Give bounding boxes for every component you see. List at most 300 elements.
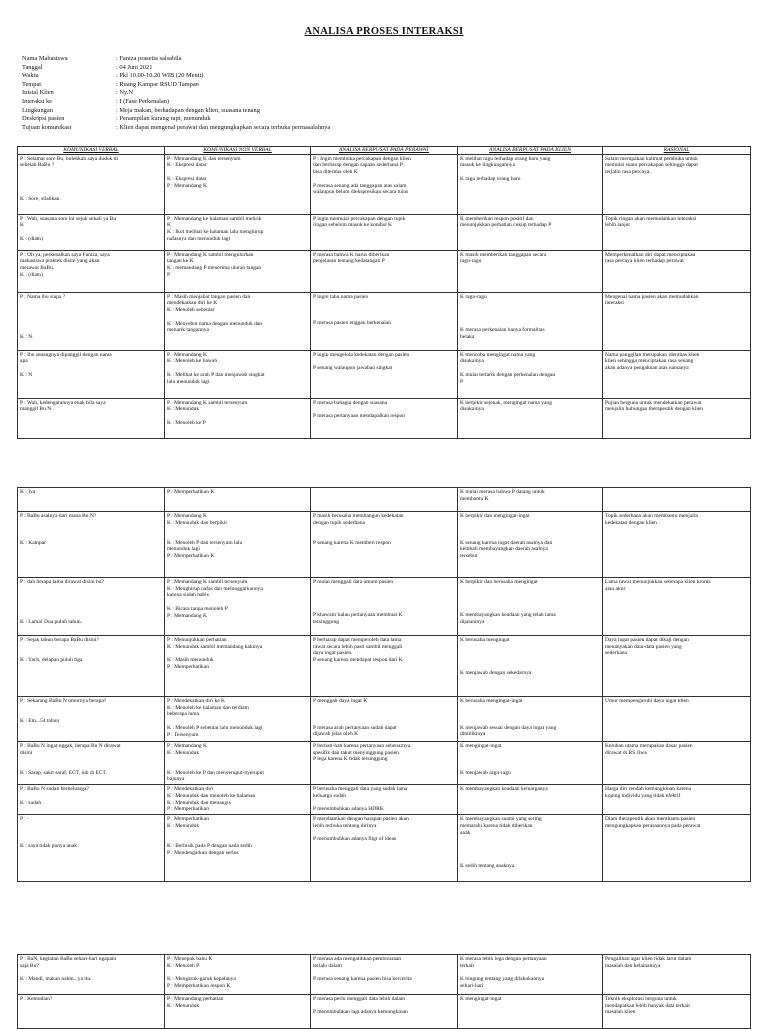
cell-text-line: walaupun belum diekspresikan secara tulus xyxy=(313,189,409,196)
cell-text-line: P ingin mengelola kedekatan dengan pasien xyxy=(313,351,410,358)
cell-text-line: Umur mempengaruhi daya ingat klien xyxy=(605,698,689,704)
cell-text-line xyxy=(313,406,455,413)
cell-client-analysis xyxy=(458,742,603,785)
meta-value: : Pkl 10.00-10.20 WIB (20 Menit) xyxy=(116,72,204,80)
cell-text-line: memulai suatu percakapan sehingga dapat xyxy=(605,162,698,169)
cell-text-line: anak xyxy=(460,829,471,836)
cell-client-analysis xyxy=(458,214,603,250)
cell-text-line: P xyxy=(167,271,171,278)
cell-text-line xyxy=(460,750,600,757)
cell-text-line xyxy=(20,644,162,651)
cell-text-line: P merasa arah pertanyaan sudah dapat xyxy=(313,724,397,731)
cell-text-line: P : Ibu senangnya dipanggil dengan nama xyxy=(20,351,112,358)
cell-text-line: terkait xyxy=(460,962,475,969)
cell-text-line xyxy=(20,520,162,527)
cell-nurse-analysis xyxy=(311,815,458,882)
cell-text-line xyxy=(313,599,455,606)
cell-text-line: K ragu-ragu xyxy=(460,293,487,300)
cell-text-line: dan berharap dengan sapaan sederhana P xyxy=(313,162,403,169)
cell-nonverbal xyxy=(165,512,311,578)
cell-text-line: K : Masih menunduk xyxy=(167,657,214,664)
cell-rationale xyxy=(603,488,751,512)
table-row xyxy=(18,488,751,512)
cell-text-line xyxy=(313,176,455,183)
cell-client-analysis xyxy=(458,636,603,697)
cell-text-line: Keluhan utama merupakan dasar pasien xyxy=(605,743,693,749)
cell-text-line: Topik sederhana akan membantu menjalin xyxy=(605,513,699,519)
cell-text-line: lalu menunduk lagi xyxy=(167,378,210,385)
cell-text-line xyxy=(460,856,600,863)
cell-text-line: P menumbuhkan adanya fligt of ideas xyxy=(313,836,397,843)
cell-client-analysis xyxy=(458,154,603,214)
cell-text-line: disukainya xyxy=(460,358,484,365)
cell-client-analysis xyxy=(458,512,603,578)
meta-value: : Penampilan kurang rapi, menunduk xyxy=(116,115,211,123)
cell-text-line: dijalaninya xyxy=(460,619,485,626)
cell-text-line: P merasa senang karena pasien bisa bercerita xyxy=(313,976,412,983)
cell-client-analysis xyxy=(458,292,603,350)
cell-nonverbal xyxy=(165,214,311,250)
cell-text-line: K : Kampar xyxy=(20,539,46,546)
cell-text-line: mendekatkan diri ke K xyxy=(167,300,218,307)
cell-text-line xyxy=(20,320,162,327)
cell-text-line xyxy=(313,489,455,496)
cell-text-line xyxy=(167,365,308,372)
cell-nurse-analysis xyxy=(311,742,458,785)
cell-text-line: P : Wah, kedengarannya enak bila saya xyxy=(20,399,106,406)
cell-text-line: mahasiswa praktek disini yang akan xyxy=(20,258,100,265)
cell-text-line xyxy=(460,718,600,725)
table-row xyxy=(18,785,751,815)
cell-text-line: P : Mendekatkan diri xyxy=(167,786,214,793)
cell-text-line: K mulai merasa bahwa P datang untuk xyxy=(460,489,545,495)
cell-text-line: K : saya tidak punya anak xyxy=(20,842,77,849)
cell-text-line xyxy=(313,358,455,365)
cell-text-line: karena sudah habis xyxy=(167,592,209,599)
cell-nonverbal xyxy=(165,955,311,995)
cell-rationale xyxy=(603,250,751,292)
cell-text-line: P : Mendengarkan dengan serius xyxy=(167,849,239,856)
cell-text-line xyxy=(20,526,162,533)
cell-verbal xyxy=(18,785,165,815)
cell-text-line xyxy=(167,413,308,420)
cell-text-line xyxy=(20,650,162,657)
cell-text-line: P : BaBu N sudah berkeluarga? xyxy=(20,786,89,793)
cell-text-line: K : Mengaruk-garuk kepalanya xyxy=(167,976,236,983)
cell-verbal xyxy=(18,350,165,398)
cell-text-line: P : dah berapa lama dirawat disini bu? xyxy=(20,579,104,585)
cell-text-line xyxy=(460,969,600,976)
cell-text-line: P : Memandang ke halaman sambil melirik xyxy=(167,215,262,222)
cell-nurse-analysis xyxy=(311,995,458,1029)
cell-text-line xyxy=(20,612,162,619)
cell-rationale xyxy=(603,578,751,636)
cell-rationale xyxy=(603,398,751,438)
cell-text-line xyxy=(313,592,455,599)
cell-text-line xyxy=(167,763,308,770)
meta-value: : Ny.N xyxy=(116,89,133,97)
cell-text-line: Daya ingat pasien dapat dikaji dengan xyxy=(605,637,689,643)
cell-text-line: K memberikan respon positif dan xyxy=(460,215,534,222)
cell-nonverbal xyxy=(165,785,311,815)
cell-text-line: K mengingat-ingat xyxy=(460,996,502,1002)
cell-text-line xyxy=(20,176,162,183)
cell-text-line xyxy=(20,606,162,613)
cell-text-line xyxy=(460,592,600,599)
meta-value: : Klien dapat mengenal perawat dan mengungkapkan secara terbuka permasalahnya xyxy=(116,123,331,131)
cell-text-line xyxy=(460,314,600,321)
cell-text-line: K : memandang P menerima uluran tangan xyxy=(167,265,262,272)
cell-text-line: P : Sekarang BaBu N umurnya berapa? xyxy=(20,698,107,704)
cell-text-line: K senang karena ingat daerah asalnya dan xyxy=(460,539,553,546)
meta-label: Interaksi ke xyxy=(22,97,52,105)
cell-text-line xyxy=(460,657,600,664)
cell-text-line xyxy=(313,533,455,540)
cell-verbal xyxy=(18,250,165,292)
cell-text-line: K mulai tertarik dengan perkenalan dengan xyxy=(460,371,556,378)
cell-text-line: K : Menoleh P xyxy=(167,962,200,969)
cell-text-line xyxy=(167,169,308,176)
cell-text-line: daya ingat pasien. xyxy=(313,650,353,657)
cell-text-line: P berhati-hati karena pertanyaan sebenarnya xyxy=(313,743,411,749)
cell-nurse-analysis xyxy=(311,398,458,438)
cell-rationale xyxy=(603,995,751,1029)
cell-text-line: K : Lama! Dua puluh tahun. xyxy=(20,619,83,626)
cell-text-line: P mendiamkan dengan harapan pasien akan xyxy=(313,816,409,823)
cell-text-line: rawat secara lebih pasti sambil menggali xyxy=(313,643,403,650)
cell-text-line: K : Menunduk xyxy=(167,1002,200,1009)
cell-text-line xyxy=(20,300,162,307)
cell-text-line: K : Menghirup nafas dan melonggarkannya xyxy=(167,585,263,592)
cell-text-line xyxy=(20,705,162,712)
cell-rationale xyxy=(603,512,751,578)
document-title: ANALISA PROSES INTERAKSI xyxy=(304,26,464,37)
meta-row xyxy=(22,89,330,98)
cell-text-line: K : Ikut melihat ke halaman lalu menghirup xyxy=(167,229,264,236)
cell-text-line xyxy=(460,850,600,857)
cell-text-line: P : Kemudian? xyxy=(20,996,53,1002)
cell-nurse-analysis xyxy=(311,154,458,214)
meta-label: Nama Mahasiswa xyxy=(22,55,68,62)
cell-text-line: K : Melihat ke arah P dan menjawab singkat xyxy=(167,371,265,378)
meta-row xyxy=(22,81,330,90)
cell-verbal xyxy=(18,154,165,214)
cell-text-line: P merasa bahwa K harus diberikan xyxy=(313,251,390,258)
cell-verbal xyxy=(18,815,165,882)
cell-text-line xyxy=(20,969,162,976)
cell-text-line xyxy=(167,830,308,837)
cell-text-line: K menjawab sesuai dengan daya ingat yang xyxy=(460,724,557,731)
cell-text-line xyxy=(460,644,600,651)
cell-verbal xyxy=(18,292,165,350)
cell-text-line xyxy=(20,830,162,837)
cell-text-line: menanyakan data-data pasien yang xyxy=(605,643,682,650)
cell-rationale xyxy=(603,742,751,785)
cell-text-line: P : Memperhatikan respon K xyxy=(167,982,231,989)
cell-text-line: dimilikinya xyxy=(460,731,486,738)
cell-text-line: K : Sarap, sakit saraf, ECT, iuh di ECT. xyxy=(20,769,107,776)
cell-text-line: P : Memandang K sambil tersenyum xyxy=(167,399,248,406)
cell-text-line xyxy=(313,711,455,718)
cell-text-line: rasa percaya klien terhadap perawat xyxy=(605,258,684,265)
cell-verbal xyxy=(18,697,165,742)
cell-text-line: P : Memandang K xyxy=(167,612,207,619)
cell-text-line xyxy=(313,969,455,976)
cell-client-analysis xyxy=(458,815,603,882)
cell-text-line: K : sudah xyxy=(20,799,42,806)
table-row xyxy=(18,578,751,636)
meta-value: : Ruang Kampar RSUD Tampan xyxy=(116,80,199,88)
cell-text-line: masalah klien xyxy=(605,1009,636,1016)
meta-row xyxy=(22,107,330,116)
cell-text-line: klien sehingga menciptakan rasa senang xyxy=(605,358,694,365)
session-metadata xyxy=(22,55,330,132)
cell-text-line: Teknik eksplorasi berguna untuk xyxy=(605,996,677,1002)
cell-text-line xyxy=(460,169,600,176)
cell-text-line: belaka xyxy=(460,333,475,340)
cell-text-line xyxy=(460,526,600,533)
cell-text-line xyxy=(167,650,308,657)
table-row xyxy=(18,512,751,578)
cell-text-line: lebih terbuka tentang dirinya xyxy=(313,822,377,829)
cell-nonverbal xyxy=(165,154,311,214)
cell-text-line: P lega karena K tidak tersinggung xyxy=(313,756,388,763)
table-header-row xyxy=(18,147,751,155)
cell-verbal xyxy=(18,995,165,1029)
cell-text-line xyxy=(167,526,308,533)
cell-text-line: K : N xyxy=(20,371,33,378)
cell-text-line: ragu-ragu xyxy=(460,258,482,265)
cell-text-line xyxy=(20,836,162,843)
cell-nonverbal xyxy=(165,995,311,1029)
cell-text-line xyxy=(313,800,455,807)
cell-text-line: P merasa perlu menggali data lebih dalam xyxy=(313,996,406,1002)
cell-rationale xyxy=(603,955,751,995)
cell-text-line: K bingung tentang yang dilakukannya xyxy=(460,976,545,983)
column-header-nonverbal: KOMUNIKASI NON VERBAL xyxy=(165,147,311,155)
cell-text-line: K : Menoleh sebentar xyxy=(167,307,215,314)
cell-nonverbal xyxy=(165,815,311,882)
meta-row xyxy=(22,55,330,64)
cell-nurse-analysis xyxy=(311,292,458,350)
cell-nonverbal xyxy=(165,488,311,512)
cell-text-line: K masih memberikan tanggapan secara xyxy=(460,251,547,258)
cell-verbal xyxy=(18,955,165,995)
cell-text-line: menunduk lagi xyxy=(167,546,200,553)
cell-nonverbal xyxy=(165,398,311,438)
cell-text-line: Harga diri rendah kemungkinan karena xyxy=(605,786,692,793)
cell-text-line: nafasnya dan menunduk lagi xyxy=(167,235,231,242)
cell-text-line: K : Menunduk xyxy=(167,406,200,413)
cell-text-line: K mencoba mengingat nama yang xyxy=(460,351,536,358)
cell-text-line xyxy=(20,763,162,770)
meta-label: Tanggal xyxy=(22,63,43,71)
cell-text-line: memarahi karena tidak diberikan xyxy=(460,822,533,829)
cell-text-line: kedekatan dengan klien xyxy=(605,519,657,526)
cell-text-line: akan adanya pengakuan atas namanya xyxy=(605,365,689,372)
cell-text-line: Lama rawat menunjukkan seberapa klien kronis xyxy=(605,579,711,585)
cell-client-analysis xyxy=(458,350,603,398)
cell-text-line: K : (diam) xyxy=(20,271,43,278)
cell-text-line: P masih berusaha membangun kedekatan xyxy=(313,513,404,519)
cell-text-line: menunjukkan perhatian cukup terhadap P xyxy=(460,222,552,229)
cell-rationale xyxy=(603,815,751,882)
cell-text-line xyxy=(20,533,162,540)
cell-text-line: P : Memperhatikan xyxy=(167,806,209,813)
cell-nurse-analysis xyxy=(311,488,458,512)
cell-text-line xyxy=(460,800,600,807)
cell-text-line: K berpikir dan mengingat-ingat xyxy=(460,513,530,519)
cell-text-line: P : Wah, suasana sore ini sejuk sekali ya Bu xyxy=(20,215,117,222)
cell-text-line: P : - xyxy=(20,816,29,823)
cell-text-line xyxy=(460,586,600,593)
cell-text-line: P xyxy=(460,378,464,385)
cell-nurse-analysis xyxy=(311,955,458,995)
cell-text-line: P : Selamat sore Bu, bolehkah saya duduk di xyxy=(20,155,119,162)
cell-text-line: K ragu terhadap orang baru xyxy=(460,175,521,182)
cell-text-line xyxy=(313,705,455,712)
cell-client-analysis xyxy=(458,955,603,995)
cell-rationale xyxy=(603,154,751,214)
cell-text-line: P merasa pasien enggan berkenalan xyxy=(313,320,391,327)
cell-client-analysis xyxy=(458,697,603,742)
cell-text-line: P mulai menggali data umum pasien xyxy=(313,579,393,585)
cell-nonverbal xyxy=(165,697,311,742)
cell-text-line: K xyxy=(20,222,24,229)
cell-text-line: tersinggung xyxy=(313,619,339,626)
cell-text-line xyxy=(313,718,455,725)
meta-row xyxy=(22,64,330,73)
cell-text-line: P : BaBu N ingat nggak, berapa Bu N dirawat xyxy=(20,743,121,749)
cell-text-line: Salam merupakan kalimat pembuka untuk xyxy=(605,155,698,162)
cell-text-line xyxy=(460,763,600,770)
cell-nonverbal xyxy=(165,636,311,697)
cell-text-line: sebelah BaBu ? xyxy=(20,162,55,169)
cell-text-line: K : Em...54 tahun xyxy=(20,718,60,725)
cell-text-line: K : Menunduk dan berpikir xyxy=(167,519,228,526)
interaction-table-part-2 xyxy=(17,487,751,882)
cell-text-line: P : Menunjukkan perhatian xyxy=(167,637,227,643)
cell-text-line: P menumbuhkan adanya HDRK xyxy=(313,806,384,813)
cell-verbal xyxy=(18,512,165,578)
cell-text-line: disukainya xyxy=(460,406,484,413)
cell-text-line: K sedih tentang anaknya xyxy=(460,863,515,870)
cell-text-line xyxy=(167,718,308,725)
meta-value: : I (Fase Perkenalan) xyxy=(116,97,170,105)
cell-text-line: disini xyxy=(20,749,33,756)
cell-text-line xyxy=(460,300,600,307)
cell-text-line: K xyxy=(167,222,171,229)
cell-nonverbal xyxy=(165,350,311,398)
cell-nurse-analysis xyxy=(311,512,458,578)
cell-text-line: P senang karena mendapat respon dari K xyxy=(313,657,403,664)
cell-text-line xyxy=(20,793,162,800)
cell-text-line: K : Menunduk sambil memandang kakinya xyxy=(167,643,263,650)
meta-row xyxy=(22,72,330,81)
cell-text-line: P khawatir kalau pertanyaan membuat K xyxy=(313,612,403,619)
cell-text-line xyxy=(167,599,308,606)
table-row xyxy=(18,697,751,742)
cell-verbal xyxy=(18,214,165,250)
cell-text-line: K berpikir dan berusaha mengingat xyxy=(460,579,538,585)
cell-text-line: P : BaN, kegiatan BaBu sehari-hari ngapain xyxy=(20,956,117,962)
cell-verbal xyxy=(18,742,165,785)
cell-verbal xyxy=(18,488,165,512)
cell-text-line xyxy=(167,314,308,321)
cell-text-line xyxy=(20,189,162,196)
cell-text-line: K : Sore, silahkan. xyxy=(20,195,61,202)
cell-text-line: keluarga sudah xyxy=(313,792,347,799)
meta-label: Tempat xyxy=(22,80,42,88)
cell-text-line: spesifik dan takut menyinggung pasien xyxy=(313,749,399,756)
cell-text-line xyxy=(20,365,162,372)
cell-text-line: K : Ekspresi datar xyxy=(167,162,207,169)
cell-client-analysis xyxy=(458,995,603,1029)
cell-client-analysis xyxy=(458,488,603,512)
cell-text-line: koping individu yang tidak efektif xyxy=(605,792,681,799)
cell-text-line: dijawab jelas oleh K xyxy=(313,731,359,738)
cell-text-line: P : Memperhatikan xyxy=(167,663,209,670)
cell-text-line xyxy=(313,1003,455,1010)
cell-text-line: tangan ke K xyxy=(167,258,194,265)
meta-value: : Meja makan, berhadapan dengan klien, suasana tenang xyxy=(116,106,260,114)
cell-text-line xyxy=(460,606,600,613)
cell-nurse-analysis xyxy=(311,250,458,292)
cell-text-line: P : Memandang K xyxy=(167,182,207,189)
cell-text-line: Pengalihan agar klien tidak larut dalam xyxy=(605,956,692,962)
cell-text-line: K : Ekspresi datar xyxy=(167,175,207,182)
table-row xyxy=(18,815,751,882)
interaction-table-part-3 xyxy=(17,954,751,1029)
cell-text-line: P : Memperhatikan xyxy=(167,816,209,823)
cell-text-line xyxy=(460,599,600,606)
cell-text-line: kembali membayangkan daerah asalnya xyxy=(460,546,548,553)
column-header-verbal: KOMUNIKASI VERBAL xyxy=(18,147,165,155)
cell-text-line: K : Menoleh ke halaman dan terdiam xyxy=(167,704,249,711)
cell-text-line: manggil Bu N xyxy=(20,406,52,413)
table-row xyxy=(18,955,751,995)
cell-nurse-analysis xyxy=(311,785,458,815)
cell-text-line: apa xyxy=(20,358,28,365)
cell-text-line: K : Menoleh P sebentar lalu menunduk lagi xyxy=(167,724,263,731)
meta-value: : 04 Juni 2021 xyxy=(116,63,153,71)
cell-text-line: P : Memperhatikan K xyxy=(167,553,215,560)
cell-text-line: P : Oh ya, perkenalkan saya Faniza, saya xyxy=(20,251,110,258)
cell-text-line: P : Tersenyum xyxy=(167,731,199,738)
cell-text-line: P : Memandang K sambil mengulurkan xyxy=(167,251,254,258)
cell-text-line xyxy=(167,756,308,763)
cell-text-line: K berpikir sejenak, mengingat nama yang xyxy=(460,399,552,406)
cell-text-line: K : Menunduk xyxy=(167,822,200,829)
cell-text-line: P merasa bahagia dengan suasana xyxy=(313,399,388,406)
cell-text-line: P merasa ada mengalihkan pembicaraan xyxy=(313,956,402,962)
cell-text-line: P : Memandang K xyxy=(167,513,207,519)
meta-label: Waktu xyxy=(22,72,39,80)
cell-text-line: K : Menoleh P dan tersenyum lalu xyxy=(167,539,243,546)
cell-text-line: K : Mandi, makan nabm...ya itu. xyxy=(20,976,92,983)
table-row xyxy=(18,350,751,398)
cell-text-line: mengungkapkan perasaannya pada perawat xyxy=(605,822,701,829)
cell-text-line: K menjawab ragu-ragu xyxy=(460,769,511,776)
meta-label: Deskripsi pasien xyxy=(22,115,65,123)
table-row xyxy=(18,214,751,250)
cell-text-line: dirawat di RS Jiwa xyxy=(605,749,647,756)
cell-text-line xyxy=(20,314,162,321)
cell-text-line: P : Memandang K xyxy=(167,743,207,749)
table-row xyxy=(18,292,751,350)
cell-client-analysis xyxy=(458,785,603,815)
cell-nurse-analysis xyxy=(311,350,458,398)
